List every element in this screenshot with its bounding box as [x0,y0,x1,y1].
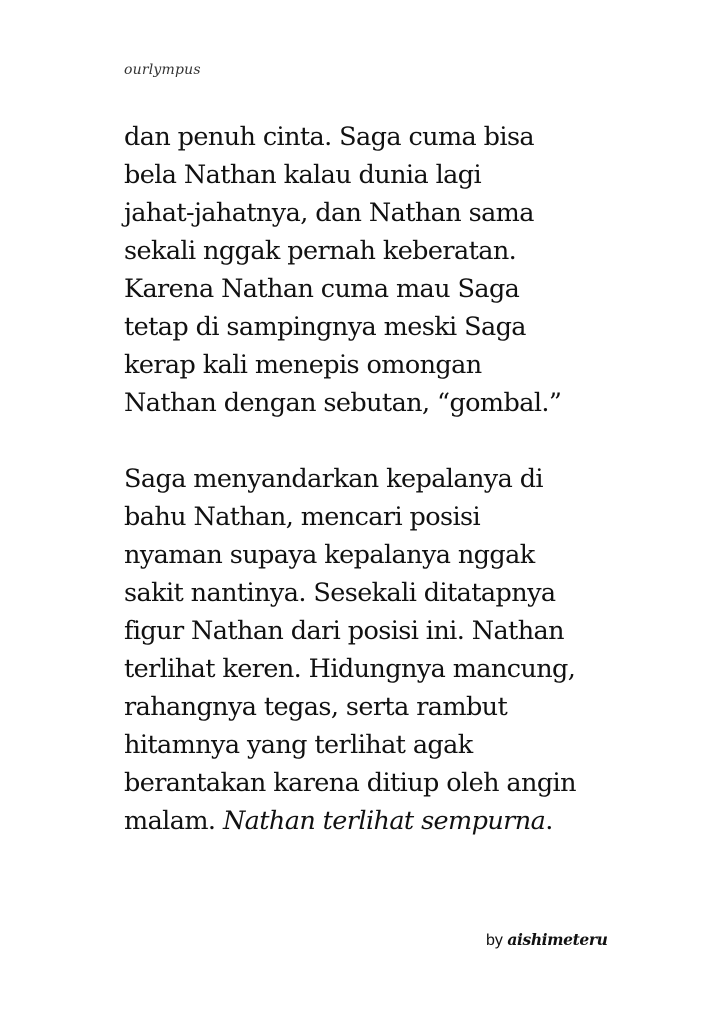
text-line: bela Nathan kalau dunia lagi [124,160,482,190]
paragraph-break [124,422,624,460]
text-line: nyaman supaya kepalanya nggak [124,540,535,570]
text-line: figur Nathan dari posisi ini. Nathan [124,616,564,646]
text-line: hitamnya yang terlihat agak [124,730,473,760]
text-line: sekali nggak pernah keberatan. [124,236,517,266]
text-line: tetap di sampingnya meski Saga [124,312,526,342]
text-plain: malam. [124,806,223,836]
author-credit [486,930,608,950]
text-line: berantakan karena ditiup oleh angin [124,768,576,798]
credit-by: by [486,932,503,949]
text-line: rahangnya tegas, serta rambut [124,692,508,722]
site-watermark: ourlympus [124,62,201,78]
text-line: Saga menyandarkan kepalanya di [124,464,543,494]
text-line: bahu Nathan, mencari posisi [124,502,481,532]
text-end: . [545,806,553,836]
paragraph [124,118,624,422]
story-text [124,118,624,840]
text-line: Nathan dengan sebutan, “gombal.” [124,388,562,418]
text-line: terlihat keren. Hidungnya mancung, [124,654,576,684]
text-line: jahat-jahatnya, dan Nathan sama [124,198,534,228]
text-line: Karena Nathan cuma mau Saga [124,274,520,304]
text-line: sakit nantinya. Sesekali ditatapnya [124,578,556,608]
text-italic: Nathan terlihat sempurna [222,806,546,836]
text-line: dan penuh cinta. Saga cuma bisa [124,122,535,152]
text-line-final [124,802,624,840]
author-name: aishimeteru [507,930,608,949]
text-line: kerap kali menepis omongan [124,350,482,380]
paragraph [124,460,624,840]
